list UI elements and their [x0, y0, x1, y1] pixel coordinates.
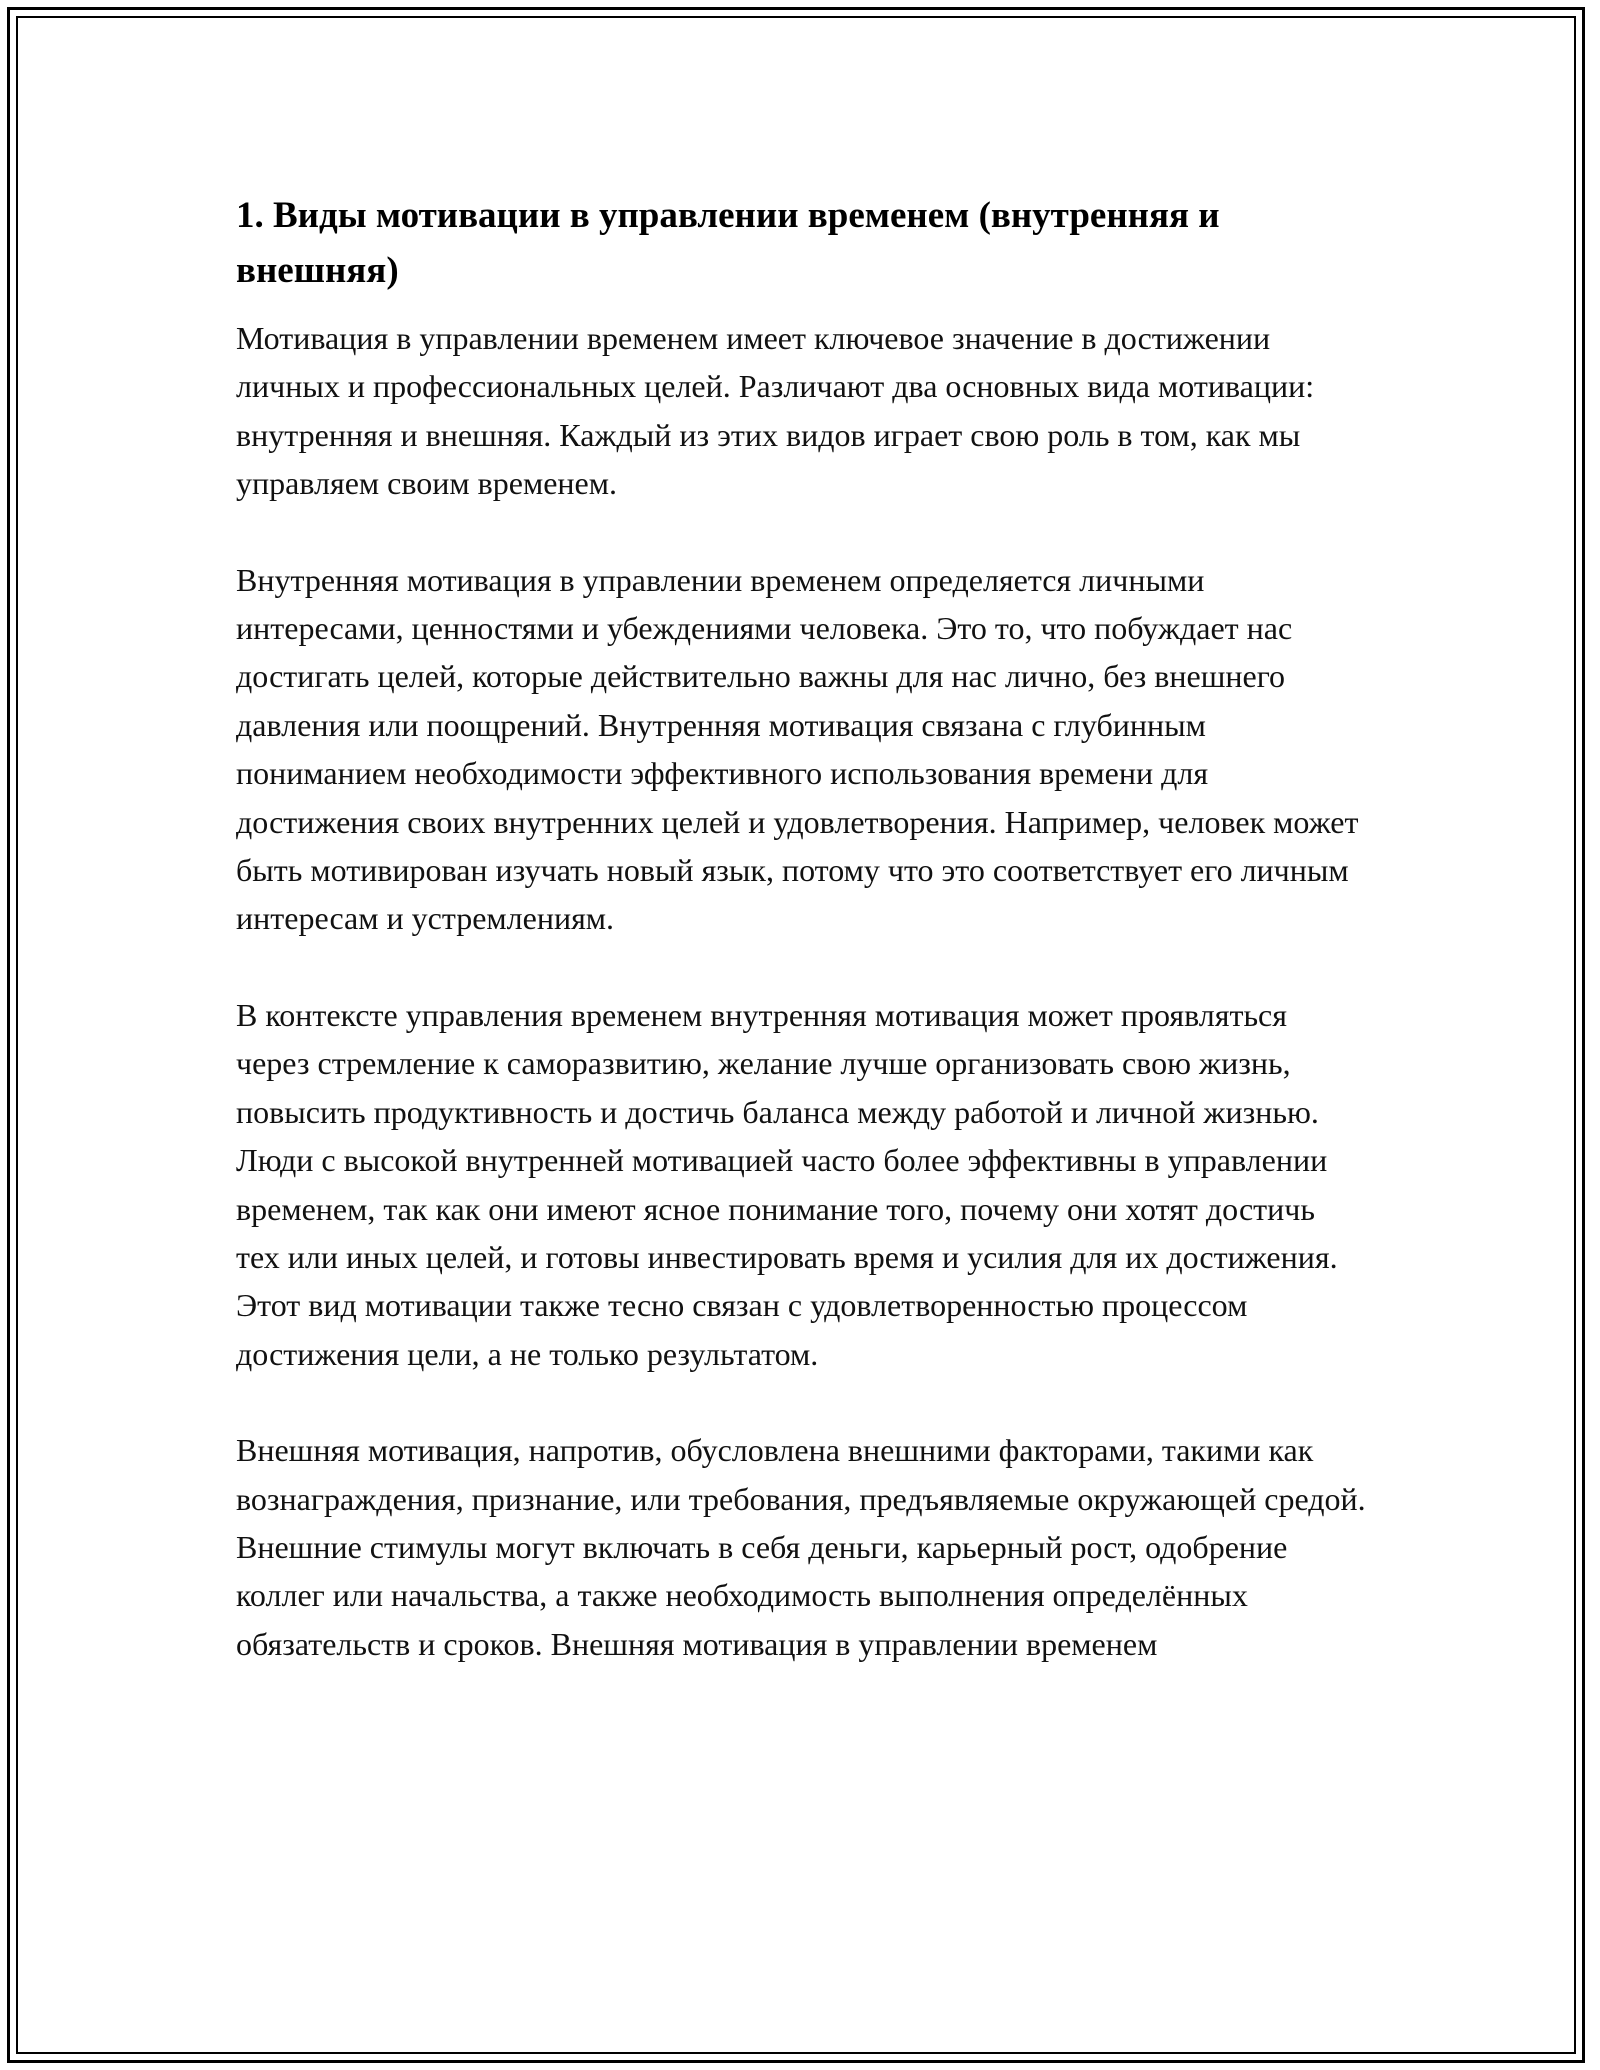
document-body [236, 188, 1366, 1716]
paragraph-internal-motivation: Внутренняя мотивация в управлении временем определяется личными интересами, ценностями и убеждениями человека. Это то, что побуждает нас достигать целей, которые действительно важны для нас лично, без внешнего давления или поощрений. Внутренняя мотивация связана с глубинным пониманием необходимости эффективного использования времени для достижения своих внутренних целей и удовлетворения. Например, человек может быть мотивирован изучать новый язык, потому что это соответствует его личным интересам и устремлениям. [236, 561, 1359, 937]
paragraph-intro: Мотивация в управлении временем имеет ключевое значение в достижении личных и профессиональных целей. Различают два основных вида мотивации: внутренняя и внешняя. Каждый из этих видов играет свою роль в том, как мы управляем своим временем. [236, 320, 1315, 502]
paragraph-internal-context: В контексте управления временем внутренняя мотивация может проявляться через стремление к саморазвитию, желание лучше организовать свою жизнь, повысить продуктивность и достичь баланса между работой и личной жизнью. Люди с высокой внутренней мотивацией часто более эффективны в управлении временем, так как они имеют ясное понимание того, почему они хотят достичь тех или иных целей, и готовы инвестировать время и усилия для их достижения. Этот вид мотивации также тесно связан с удовлетворенностью процессом достижения цели, а не только результатом. [236, 996, 1338, 1372]
section-heading: 1. Виды мотивации в управлении временем (внутренняя и внешняя) [236, 195, 1220, 291]
paragraph-external-motivation: Внешняя мотивация, напротив, обусловлена внешними факторами, такими как вознаграждения, признание, или требования, предъявляемые окружающей средой. Внешние стимулы могут включать в себя деньги, карьерный рост, одобрение коллег или начальства, а также необходимость выполнения определённых обязательств и сроков. Внешняя мотивация в управлении временем [236, 1432, 1366, 1662]
